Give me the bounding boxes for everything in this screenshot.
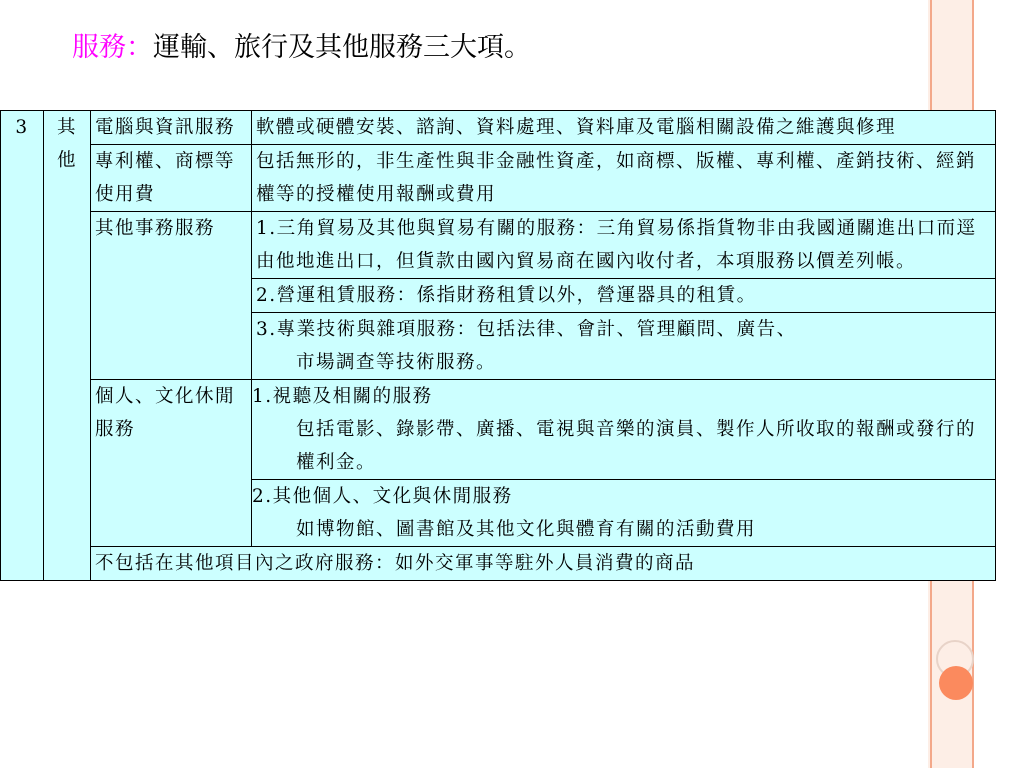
item-text: 1.三角貿易及其他與貿易有關的服務：三角貿易係指貨物非由我國通關進出口而逕由他地進出口，但貨款由國內貿易商在國內收付者，本項服務以價差列帳。: [256, 218, 977, 272]
description-cell: [252, 313, 996, 380]
subcategory-cell: 專利權、商標等使用費: [91, 145, 252, 212]
table-row: [1, 145, 996, 212]
title-prefix: 服務：: [72, 32, 153, 63]
item-text: 3.專業技術與雜項服務：包括法律、會計、管理顧問、廣告、: [256, 319, 797, 340]
title-text: 運輸、旅行及其他服務三大項。: [153, 32, 531, 63]
item-text: 1.視聽及相關的服務: [252, 386, 433, 407]
row-number: 3: [1, 111, 44, 581]
services-table: [0, 110, 996, 581]
description-cell: [252, 212, 996, 279]
item-text: 市場調查等技術服務。: [296, 352, 497, 373]
item-text: 2.其他個人、文化與休閒服務: [252, 486, 513, 507]
category-cell: 其他: [44, 111, 91, 581]
page-title: [72, 28, 531, 68]
item-text: 包括電影、錄影帶、廣播、電視與音樂的演員、製作人所收取的報酬或發行的權利金。: [296, 419, 977, 473]
table-row: [1, 111, 996, 145]
table-row: [1, 547, 996, 581]
subcategory-cell: 其他事務服務: [91, 212, 252, 380]
item-text: 2.營運租賃服務：係指財務租賃以外，營運器具的租賃。: [256, 285, 757, 306]
rail-dot: [939, 666, 973, 700]
description-cell: [252, 480, 996, 547]
table-row: [1, 380, 996, 480]
description-cell: [252, 279, 996, 313]
description-cell: 包括無形的，非生產性與非金融性資產，如商標、版權、專利權、產銷技術、經銷權等的授權使用報酬或費用: [252, 145, 996, 212]
subcategory-cell: 個人、文化休閒服務: [91, 380, 252, 547]
description-cell: [252, 380, 996, 480]
footer-cell: 不包括在其他項目內之政府服務：如外交軍事等駐外人員消費的商品: [91, 547, 996, 581]
table-row: [1, 212, 996, 279]
subcategory-cell: 電腦與資訊服務: [91, 111, 252, 145]
description-cell: 軟體或硬體安裝、諮詢、資料處理、資料庫及電腦相關設備之維護與修理: [252, 111, 996, 145]
item-text: 如博物館、圖書館及其他文化與體育有關的活動費用: [296, 519, 757, 540]
